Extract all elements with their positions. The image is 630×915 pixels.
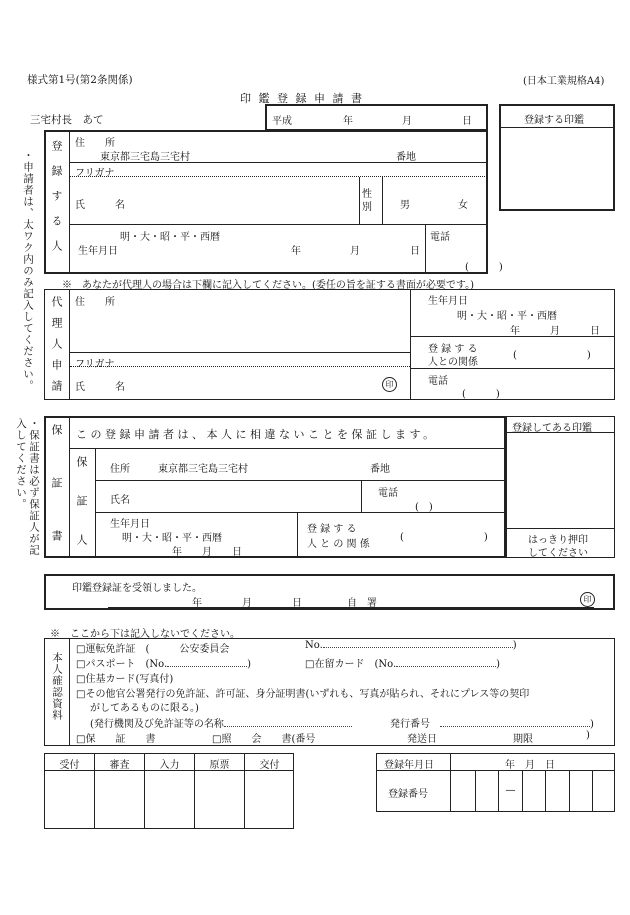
agent-name-label: 氏 名 (75, 382, 125, 393)
registrant-gender-label: 性別 (362, 189, 372, 213)
guarantor-side-note: ・保証書は必ず保証人が記入してください。 (15, 418, 40, 556)
gender-male[interactable]: 男 (400, 200, 410, 211)
registrant-section-label: 登録する人 (50, 140, 63, 265)
guarantor-address-value[interactable]: 東京都三宅島三宅村 (158, 464, 248, 475)
guarantor-name-label: 氏名 (110, 495, 130, 506)
agent-birth-ymd: 年 月 日 (510, 326, 600, 337)
registrant-birth-label: 生年月日 (78, 246, 118, 257)
agent-section (44, 289, 615, 400)
guarantor-relation-label1: 登 録 す る (307, 524, 357, 535)
id-passport[interactable]: □パスポート (No. ) (76, 659, 252, 670)
id-passport-label: □パスポート (No. (76, 659, 168, 670)
form-number: 様式第1号(第2条関係) (27, 74, 133, 86)
registrant-name-label: 氏 名 (75, 200, 125, 211)
registered-seal-label: 登録する印鑑 (524, 115, 584, 126)
id-guarantee-doc[interactable]: □保 証 書 (76, 734, 156, 745)
id-issuer-label: (発行機関及び免許証等の名称 (90, 719, 224, 730)
id-deadline: 期限 (513, 734, 533, 745)
registrant-birth-month: 月 (350, 246, 360, 257)
applicant-side-note: ・申請者は、太ワク内のみ記入してください。 (22, 150, 34, 392)
identity-section-label: 本人確認資料 (51, 652, 63, 721)
id-driver-license-no-label: No. (305, 640, 323, 651)
agent-furigana-label: フリガナ (75, 359, 115, 370)
receipt-seal-mark: 印 (580, 592, 595, 607)
date-era: 平成 (272, 116, 292, 127)
guarantor-address-label: 住所 (110, 464, 130, 475)
id-issuer (90, 715, 352, 730)
id-juki-card[interactable]: □住基カード(写真付) (76, 674, 174, 685)
office-header-original: 原票 (209, 760, 230, 771)
registration-date-label: 登録年月日 (384, 760, 434, 771)
guarantee-statement: この登録申請者は、本人に相違ないことを保証します。 (76, 428, 438, 441)
office-header-issue: 交付 (259, 760, 280, 771)
id-residence-card-label: □在留カード (No. (305, 659, 397, 670)
guarantor-relation-label2: 人 と の 関 係 (307, 539, 370, 550)
agent-section-label: 代理人申請 (50, 296, 63, 401)
registration-number-dash: — (505, 785, 516, 796)
gender-female[interactable]: 女 (458, 200, 468, 211)
guarantor-relation-paren[interactable]: ( ) (400, 532, 488, 543)
agent-seal-mark: 印 (382, 377, 397, 392)
id-inquiry-doc[interactable]: □照 会 書(番号 (212, 734, 316, 745)
guarantor-birth-label: 生年月日 (110, 519, 150, 530)
date-year: 年 (343, 116, 353, 127)
office-note: ※ ここから下は記入しないでください。 (50, 629, 240, 640)
date-month: 月 (402, 116, 412, 127)
agent-birth-eras[interactable]: 明・大・昭・平・西暦 (457, 311, 557, 322)
registrant-address-label: 住 所 (75, 138, 115, 149)
registration-number-label: 登録番号 (388, 789, 428, 800)
press-note-2: してください (528, 548, 588, 559)
id-other-line1[interactable]: □その他官公署発行の免許証、許可証、身分証明書(いずれも、写真が貼られ、それにプレス等の契印 (76, 689, 530, 700)
id-issue-no: 発行番号 ) (390, 719, 594, 730)
office-header-reception: 受付 (59, 760, 80, 771)
addressee: 三宅村長 あて (30, 114, 104, 126)
registrant-phone-label: 電話 (430, 232, 450, 243)
registrant-banchi: 番地 (396, 152, 416, 163)
registrant-birth-eras[interactable]: 明・大・昭・平・西暦 (120, 232, 220, 243)
receipt-signature-label: 自 署 (347, 598, 377, 609)
registrant-birth-day: 日 (410, 246, 420, 257)
id-driver-license[interactable]: □運転免許証 ( 公安委員会 (76, 644, 230, 655)
guarantor-banchi: 番地 (370, 464, 390, 475)
receipt-text: 印鑑登録証を受領しました。 (72, 583, 202, 594)
guarantor-birth-eras[interactable]: 明・大・昭・平・西暦 (122, 533, 222, 544)
agent-relation-label1: 登 録 す る (428, 344, 478, 355)
registrant-birth-year: 年 (291, 246, 301, 257)
guarantor-phone-label: 電話 (378, 488, 398, 499)
registrant-phone-paren[interactable]: ( ) (465, 262, 503, 273)
office-header-review: 審査 (109, 760, 130, 771)
id-other-line2: がしてあるものに限る。) (90, 703, 199, 714)
agent-address-label: 住 所 (75, 297, 115, 308)
form-title: 印 鑑 登 録 申 請 書 (240, 92, 364, 105)
registrant-furigana-label: フリガナ (75, 168, 115, 179)
agent-note: ※ あなたが代理人の場合は下欄に記入してください。(委任の旨を証する書面が必要です。) (62, 280, 475, 291)
date-day: 日 (462, 116, 472, 127)
agent-phone-paren[interactable]: ( ) (462, 389, 500, 400)
id-sent-date: 発送日 (407, 734, 437, 745)
agent-relation-label2: 人との関係 (428, 357, 478, 368)
guarantor-person-label: 保証人 (75, 456, 88, 573)
office-header-input: 入力 (159, 760, 180, 771)
guarantee-section-label: 保証書 (50, 424, 63, 583)
id-driver-license-no: No. ) (305, 640, 517, 651)
application-date-box (265, 104, 488, 131)
receipt-ymd: 年 月 日 (192, 598, 302, 609)
guarantor-birth-ymd: 年 月 日 (172, 547, 242, 558)
registrant-address-value[interactable]: 東京都三宅島三宅村 (100, 152, 190, 163)
id-issue-no-label: 発行番号 (390, 719, 430, 730)
agent-birth-label: 生年月日 (428, 296, 468, 307)
registration-date-ymd: 年 月 日 (505, 760, 555, 771)
paper-size: (日本工業規格A4) (523, 76, 605, 87)
press-note-1: はっきり押印 (528, 535, 588, 546)
guarantor-seal-label: 登録してある印鑑 (512, 423, 592, 434)
agent-phone-label: 電話 (428, 376, 448, 387)
agent-relation-paren[interactable]: ( ) (513, 350, 591, 361)
id-residence-card[interactable]: □在留カード (No. ) (305, 659, 501, 670)
guarantor-phone-paren[interactable]: ( ) (415, 502, 433, 513)
